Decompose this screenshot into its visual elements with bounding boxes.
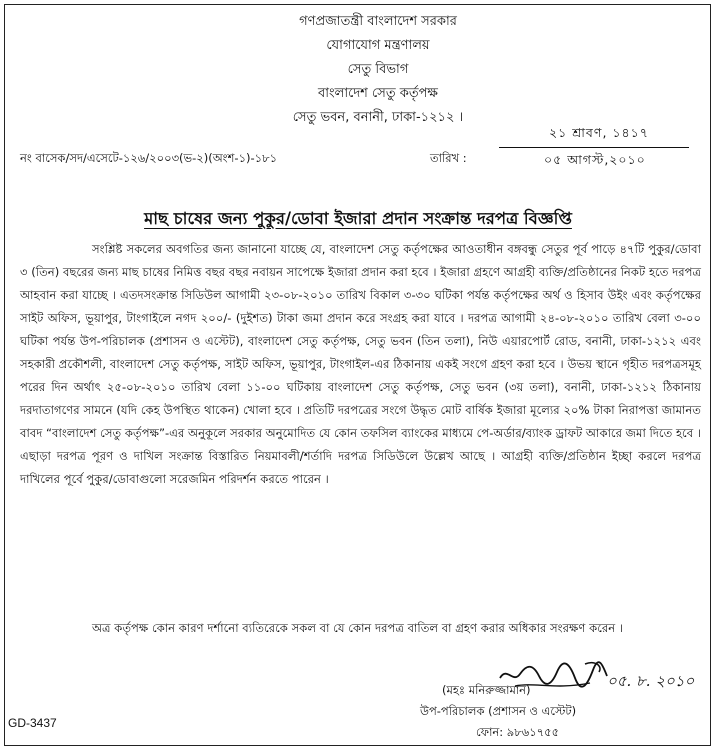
notice-title: মাছ চাষের জন্য পুকুর/ডোবা ইজারা প্রদান সংক্রান্ত দরপত্র বিজ্ঞপ্তি [144, 209, 572, 228]
office-address: সেতু ভবন, বনানী, ঢাকা-১২১২ । [292, 110, 464, 125]
signatory-designation: উপ-পরিচালক (প্রশাসন ও এস্টেট) [420, 704, 577, 718]
government-name: গণপ্রজাতন্ত্রী বাংলাদেশ সরকার [299, 14, 457, 29]
authority-name: বাংলাদেশ সেতু কর্তৃপক্ষ [318, 86, 438, 101]
signatory-block [420, 680, 576, 743]
date-english: ০৫ আগস্ট,২০১০ [544, 152, 646, 167]
date-block [499, 125, 689, 172]
letterhead [0, 10, 716, 130]
signatory-name: (মহঃ মনিরুজ্জামান) [442, 683, 531, 697]
notice-title-wrap [0, 206, 716, 233]
body-paragraph-2: অত্র কর্তৃপক্ষ কোন কারণ দর্শানো ব্যতিরেকে সকল বা যে কোন দরপত্র বাতিল বা গ্রহণ করার অধিকার সংরক্ষণ করেন । [92, 621, 624, 635]
body-paragraph-1: সংশ্লিষ্ট সকলের অবগতির জন্য জানানো যাচ্ছে যে, বাংলাদেশ সেতু কর্তৃপক্ষের আওতাধীন বঙ্গবন্ধু সেতুর পূর্ব পাড়ে ৪৭টি পুকুর/ডোবা ৩ (তিন) বছরের জন্য মাছ চাষের নিমিত্ত বছর বছর নবায়ন সাপেক্ষে ইজারা প্রদান করা হবে । ইজারা গ্রহণে আগ্রহী ব্যক্তি/প্রতিষ্ঠানের নিকট হতে দরপত্র আহবান করা যাচ্ছে । এতদসংক্রান্ত সিডিউল আগামী ২৩-০৮-২০১০ তারিখ বিকাল ৩-৩০ ঘটিকা পর্যন্ত কর্তৃপক্ষের অর্থ ও হিসাব উইং এবং কর্তৃপক্ষের সাইট অফিস, ভূয়াপুর, টাংগাইলে নগদ ২০০/- (দুইশত) টাকা জমা প্রদান করে সংগ্রহ করা যাবে । দরপত্র আগামী ২৪-০৮-২০১০ তারিখ বেলা ৩-০০ ঘটিকা পর্যন্ত উপ-পরিচালক (প্রশাসন ও এস্টেট), বাংলাদেশ সেতু কর্তৃপক্ষ, সেতু ভবন (তিন তলা), নিউ এয়ারপোর্ট রোড, বনানী, ঢাকা-১২১২ এবং সহকারী প্রকৌশলী, বাংলাদেশ সেতু কর্তৃপক্ষ, সাইট অফিস, ভূয়াপুর, টাংগাইল-এর ঠিকানায় একই সংগে গ্রহণ করা হবে । উভয় স্থানে গৃহীত দরপত্রসমূহ পরের দিন অর্থাৎ ২৫-০৮-২০১০ তারিখ বেলা ১১-০০ ঘটিকায় বাংলাদেশ সেতু কর্তৃপক্ষ, সেতু ভবন (৩য় তলা), বনানী, ঢাকা-১২১২ ঠিকানায় দরদাতাগণের সামনে (যদি কেহ উপস্থিত থাকেন) খোলা হবে । প্রতিটি দরপত্রের সংগে উদ্ধৃত মোট বার্ষিক ইজারা মূল্যের ২০% টাকা নিরাপত্তা জামানত বাবদ “বাংলাদেশ সেতু কর্তৃপক্ষ”-এর অনুকূলে সরকার অনুমোদিত যে কোন তফসিল ব্যাংকের মাধ্যমে পে-অর্ডার/ব্যাংক ড্রাফট আকারে জমা দিতে হবে । এছাড়া দরপত্র পূরণ ও দাখিল সংক্রান্ত বিস্তারিত নিয়মাবলী/শর্তাদি দরপত্র সিডিউলে উল্লেখ আছে । আগ্রহী ব্যক্তি/প্রতিষ্ঠান ইচ্ছা করলে দরপত্র দাখিলের পূর্বে পুকুর/ডোবাগুলো সরেজমিন পরিদর্শন করতে পারেন । [20, 242, 701, 486]
date-bangla: ২১ শ্রাবণ, ১৪১৭ [499, 125, 689, 148]
ministry-name: যোগাযোগ মন্ত্রণালয় [326, 38, 430, 53]
division-name: সেতু বিভাগ [347, 62, 409, 77]
signatory-phone: ফোন: ৯৮৬১৭৫৫ [476, 725, 560, 739]
memo-number: নং বাসেক/সদ/এসেটে-১২৬/২০০৩(ভ-২)(অংশ-১)-১৮১ [20, 151, 278, 165]
date-label: তারিখ : [430, 151, 467, 165]
gd-code: GD-3437 [8, 716, 57, 730]
handwritten-date: ০৫. ৮. ২০১০ [607, 672, 695, 690]
